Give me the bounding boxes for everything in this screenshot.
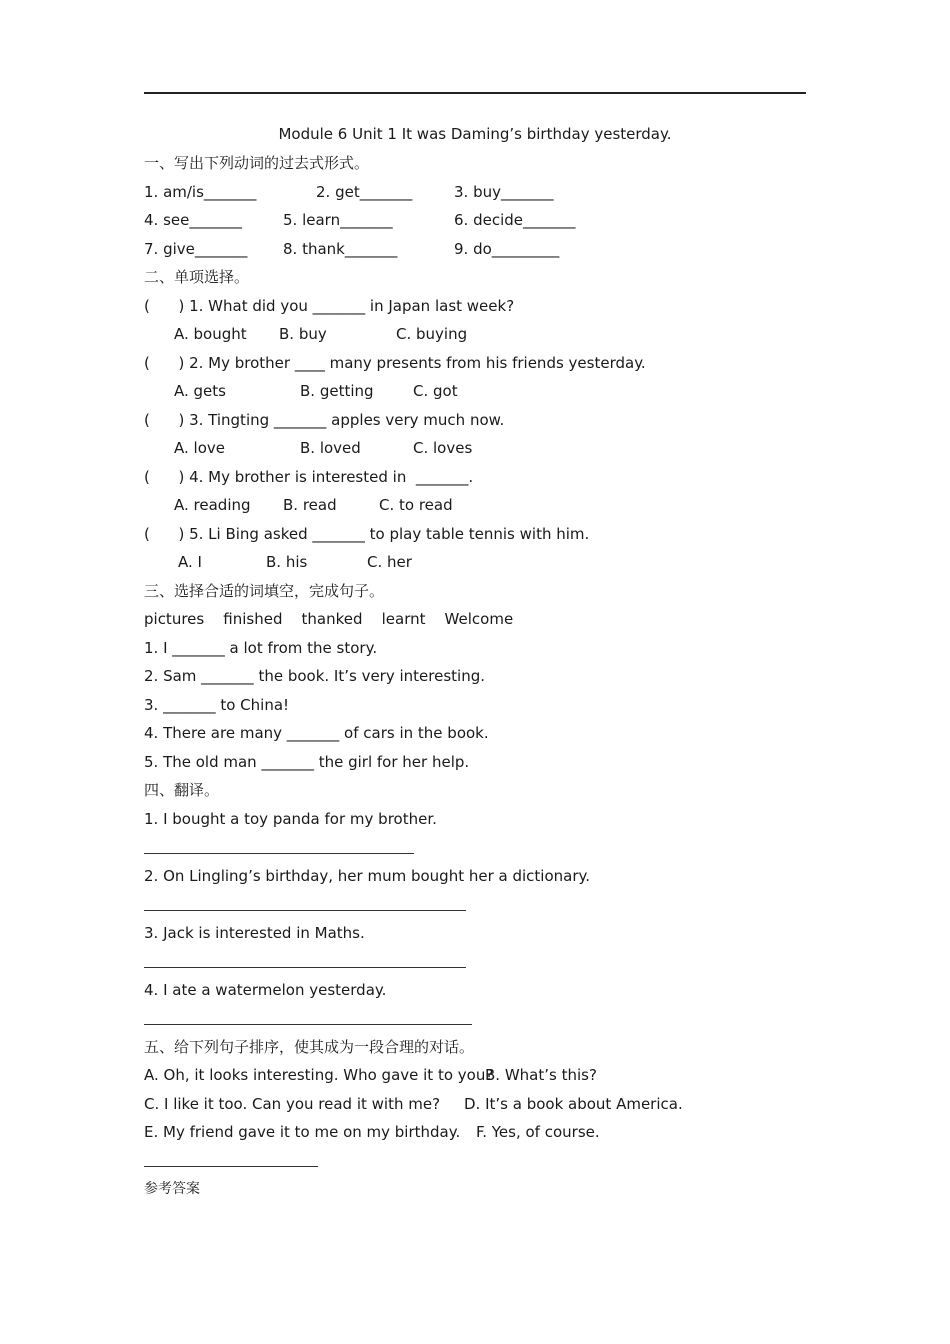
mc-option-a: A. reading <box>174 496 251 514</box>
translate-item: 1. I bought a toy panda for my brother. <box>144 810 437 828</box>
mc-question-1: ( ) 1. What did you _______ in Japan last week? <box>144 297 515 315</box>
mc-option-c: C. to read <box>379 496 453 514</box>
fill-blank-item: 3. _______ to China! <box>144 696 290 714</box>
mc-option-b: B. buy <box>279 325 327 343</box>
mc-option-c: C. loves <box>413 439 473 457</box>
answer-line <box>144 910 466 911</box>
answers-heading: 参考答案 <box>144 1181 200 1197</box>
verb-item: 6. decide_______ <box>454 211 576 229</box>
mc-question-2: ( ) 2. My brother ____ many presents from his friends yesterday. <box>144 354 646 372</box>
verb-item: 9. do_________ <box>454 240 560 258</box>
verb-item: 4. see_______ <box>144 211 242 229</box>
section4-heading: 四、翻译。 <box>144 781 220 799</box>
page-title: Module 6 Unit 1 It was Daming’s birthday yesterday. <box>278 125 672 143</box>
mc-option-b: B. getting <box>300 382 374 400</box>
section1-heading: 一、写出下列动词的过去式形式。 <box>144 154 370 172</box>
dialogue-sentence: B. What’s this? <box>485 1066 597 1084</box>
verb-item: 2. get_______ <box>316 183 413 201</box>
mc-question-5: ( ) 5. Li Bing asked _______ to play table tennis with him. <box>144 525 590 543</box>
section2-heading: 二、单项选择。 <box>144 268 250 286</box>
mc-option-c: C. her <box>367 553 412 571</box>
answer-line <box>144 853 414 854</box>
fill-blank-item: 5. The old man _______ the girl for her help. <box>144 753 470 771</box>
verb-item: 3. buy_______ <box>454 183 554 201</box>
mc-option-c: C. got <box>413 382 458 400</box>
mc-option-b: B. read <box>283 496 337 514</box>
mc-option-a: A. gets <box>174 382 226 400</box>
answer-line <box>144 1024 472 1025</box>
mc-option-a: A. I <box>178 553 202 571</box>
mc-option-b: B. loved <box>300 439 361 457</box>
mc-option-a: A. bought <box>174 325 247 343</box>
dialogue-sentence: F. Yes, of course. <box>476 1123 600 1141</box>
mc-option-c: C. buying <box>396 325 468 343</box>
dialogue-sentence: D. It’s a book about America. <box>464 1095 683 1113</box>
section3-heading: 三、选择合适的词填空，完成句子。 <box>144 582 385 600</box>
fill-blank-item: 1. I _______ a lot from the story. <box>144 639 378 657</box>
dialogue-sentence: E. My friend gave it to me on my birthday. <box>144 1123 461 1141</box>
mc-question-3: ( ) 3. Tingting _______ apples very much now. <box>144 411 505 429</box>
verb-item: 5. learn_______ <box>283 211 393 229</box>
header-rule <box>144 92 806 94</box>
answer-line <box>144 967 466 968</box>
dialogue-sentence: A. Oh, it looks interesting. Who gave it to you? <box>144 1066 494 1084</box>
mc-option-b: B. his <box>266 553 308 571</box>
mc-question-4: ( ) 4. My brother is interested in _______. <box>144 468 474 486</box>
footnote-rule <box>144 1166 318 1167</box>
section5-heading: 五、给下列句子排序，使其成为一段合理的对话。 <box>144 1038 475 1056</box>
fill-blank-item: 4. There are many _______ of cars in the book. <box>144 724 489 742</box>
mc-option-a: A. love <box>174 439 225 457</box>
verb-item: 7. give_______ <box>144 240 248 258</box>
translate-item: 4. I ate a watermelon yesterday. <box>144 981 387 999</box>
dialogue-sentence: C. I like it too. Can you read it with me? <box>144 1095 441 1113</box>
verb-item: 8. thank_______ <box>283 240 398 258</box>
translate-item: 3. Jack is interested in Maths. <box>144 924 365 942</box>
fill-blank-item: 2. Sam _______ the book. It’s very interesting. <box>144 667 486 685</box>
translate-item: 2. On Lingling’s birthday, her mum bought her a dictionary. <box>144 867 591 885</box>
verb-item: 1. am/is_______ <box>144 183 257 201</box>
word-bank: pictures finished thanked learnt Welcome <box>144 610 514 628</box>
